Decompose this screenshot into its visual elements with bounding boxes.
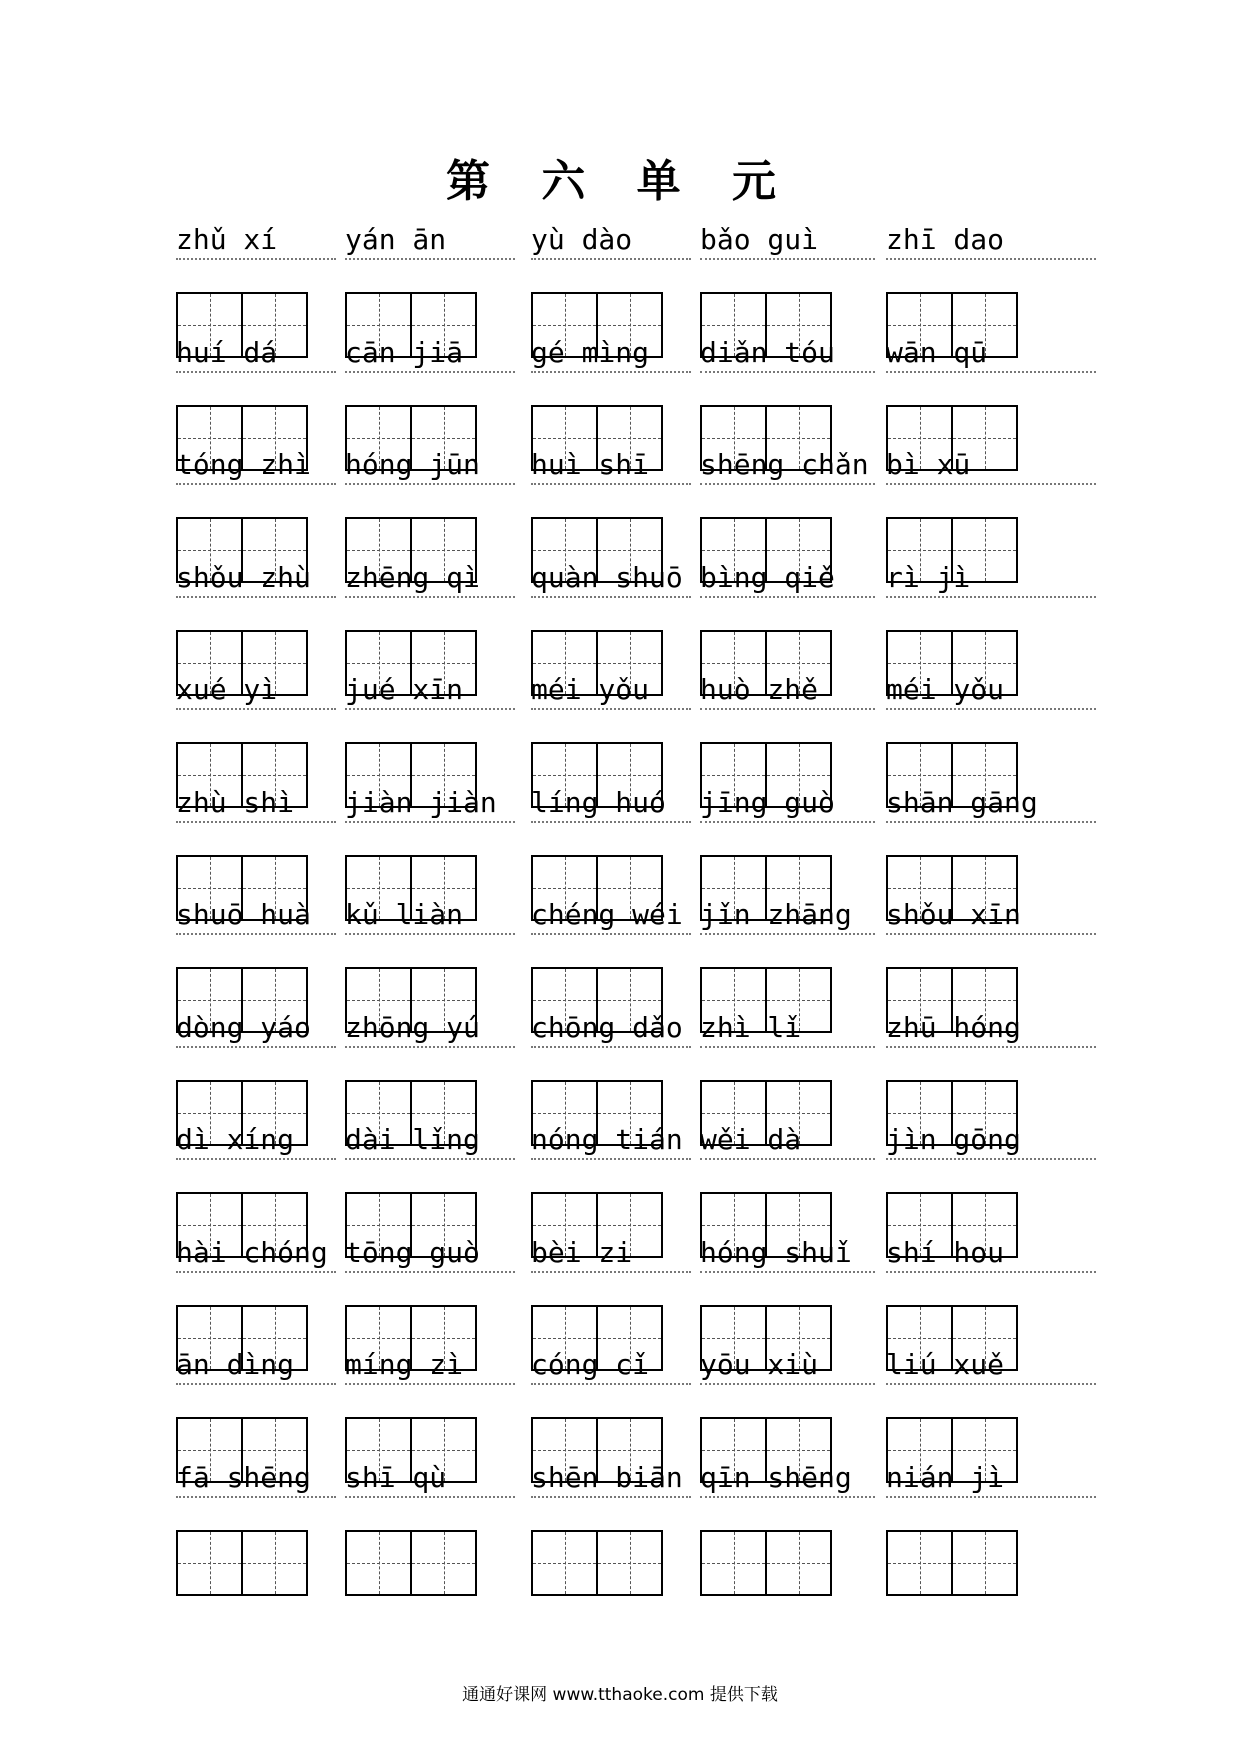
pinyin-label: hài chóng [176,1235,336,1273]
pinyin-label: shuō huà [176,897,336,935]
pinyin-label: jué xīn [345,672,515,710]
pinyin-label: liú xuě [886,1347,1096,1385]
pinyin-label: jìn gōng [886,1122,1096,1160]
pinyin-label: shēng chǎn [700,447,875,485]
pinyin-label: dòng yáo [176,1010,336,1048]
pinyin-label: jīng guò [700,785,875,823]
pinyin-label: tōng guò [345,1235,515,1273]
page-title: 第 六 单 元 [446,156,794,207]
pinyin-label: cóng cǐ [531,1347,691,1385]
pinyin-label: jiàn jiàn [345,785,515,823]
character-cell[interactable] [888,1532,951,1594]
pinyin-label: bìng qiě [700,560,875,598]
pinyin-label: méi yǒu [886,672,1096,710]
character-cell[interactable] [765,1532,830,1594]
pinyin-label: shí hou [886,1235,1096,1273]
character-cell[interactable] [951,1532,1016,1594]
character-cell[interactable] [347,1532,410,1594]
pinyin-label: zhōng yú [345,1010,515,1048]
character-box[interactable] [531,1530,663,1596]
pinyin-label: quàn shuō [531,560,691,598]
footer-credit: 通通好课网 www.tthaoke.com 提供下载 [462,1685,778,1705]
pinyin-label: líng huó [531,785,691,823]
pinyin-label: bǎo guì [700,222,875,260]
character-cell[interactable] [533,1532,596,1594]
pinyin-label: kǔ liàn [345,897,515,935]
pinyin-label: chōng dǎo [531,1010,691,1048]
pinyin-label: wěi dà [700,1122,875,1160]
pinyin-label: gé mìng [531,335,691,373]
pinyin-label: yán ān [345,222,515,260]
character-box[interactable] [176,1530,308,1596]
character-cell[interactable] [410,1532,475,1594]
character-cell[interactable] [241,1532,306,1594]
character-cell[interactable] [596,1532,661,1594]
pinyin-label: shī qù [345,1460,515,1498]
pinyin-label: qīn shēng [700,1460,875,1498]
pinyin-label: nóng tián [531,1122,691,1160]
pinyin-label: huò zhě [700,672,875,710]
pinyin-label: hóng jūn [345,447,515,485]
pinyin-label: shǒu xīn [886,897,1096,935]
pinyin-label: chéng wéi [531,897,691,935]
pinyin-label: bèi zi [531,1235,691,1273]
pinyin-label: hóng shuǐ [700,1235,875,1273]
pinyin-label: wān qū [886,335,1096,373]
pinyin-label: zhǔ xí [176,222,336,260]
character-box[interactable] [886,1530,1018,1596]
pinyin-label: dài lǐng [345,1122,515,1160]
pinyin-label: huí dá [176,335,336,373]
pinyin-label: zhì lǐ [700,1010,875,1048]
pinyin-label: yù dào [531,222,691,260]
pinyin-label: shēn biān [531,1460,691,1498]
character-cell[interactable] [702,1532,765,1594]
pinyin-label: diǎn tóu [700,335,875,373]
pinyin-label: nián jì [886,1460,1096,1498]
pinyin-label: dì xíng [176,1122,336,1160]
pinyin-label: tóng zhì [176,447,336,485]
pinyin-label: zhū hóng [886,1010,1096,1048]
character-cell[interactable] [178,1532,241,1594]
pinyin-label: bì xū [886,447,1096,485]
pinyin-label: rì jì [886,560,1096,598]
pinyin-label: ān dìng [176,1347,336,1385]
pinyin-label: zhī dao [886,222,1096,260]
pinyin-label: shān gāng [886,785,1096,823]
pinyin-label: méi yǒu [531,672,691,710]
pinyin-label: zhù shì [176,785,336,823]
pinyin-label: huì shī [531,447,691,485]
character-box[interactable] [700,1530,832,1596]
pinyin-label: jǐn zhāng [700,897,875,935]
pinyin-label: xué yì [176,672,336,710]
pinyin-label: zhēng qì [345,560,515,598]
pinyin-label: yōu xiù [700,1347,875,1385]
pinyin-label: fā shēng [176,1460,336,1498]
pinyin-label: shǒu zhù [176,560,336,598]
pinyin-label: míng zì [345,1347,515,1385]
character-box[interactable] [345,1530,477,1596]
pinyin-label: cān jiā [345,335,515,373]
